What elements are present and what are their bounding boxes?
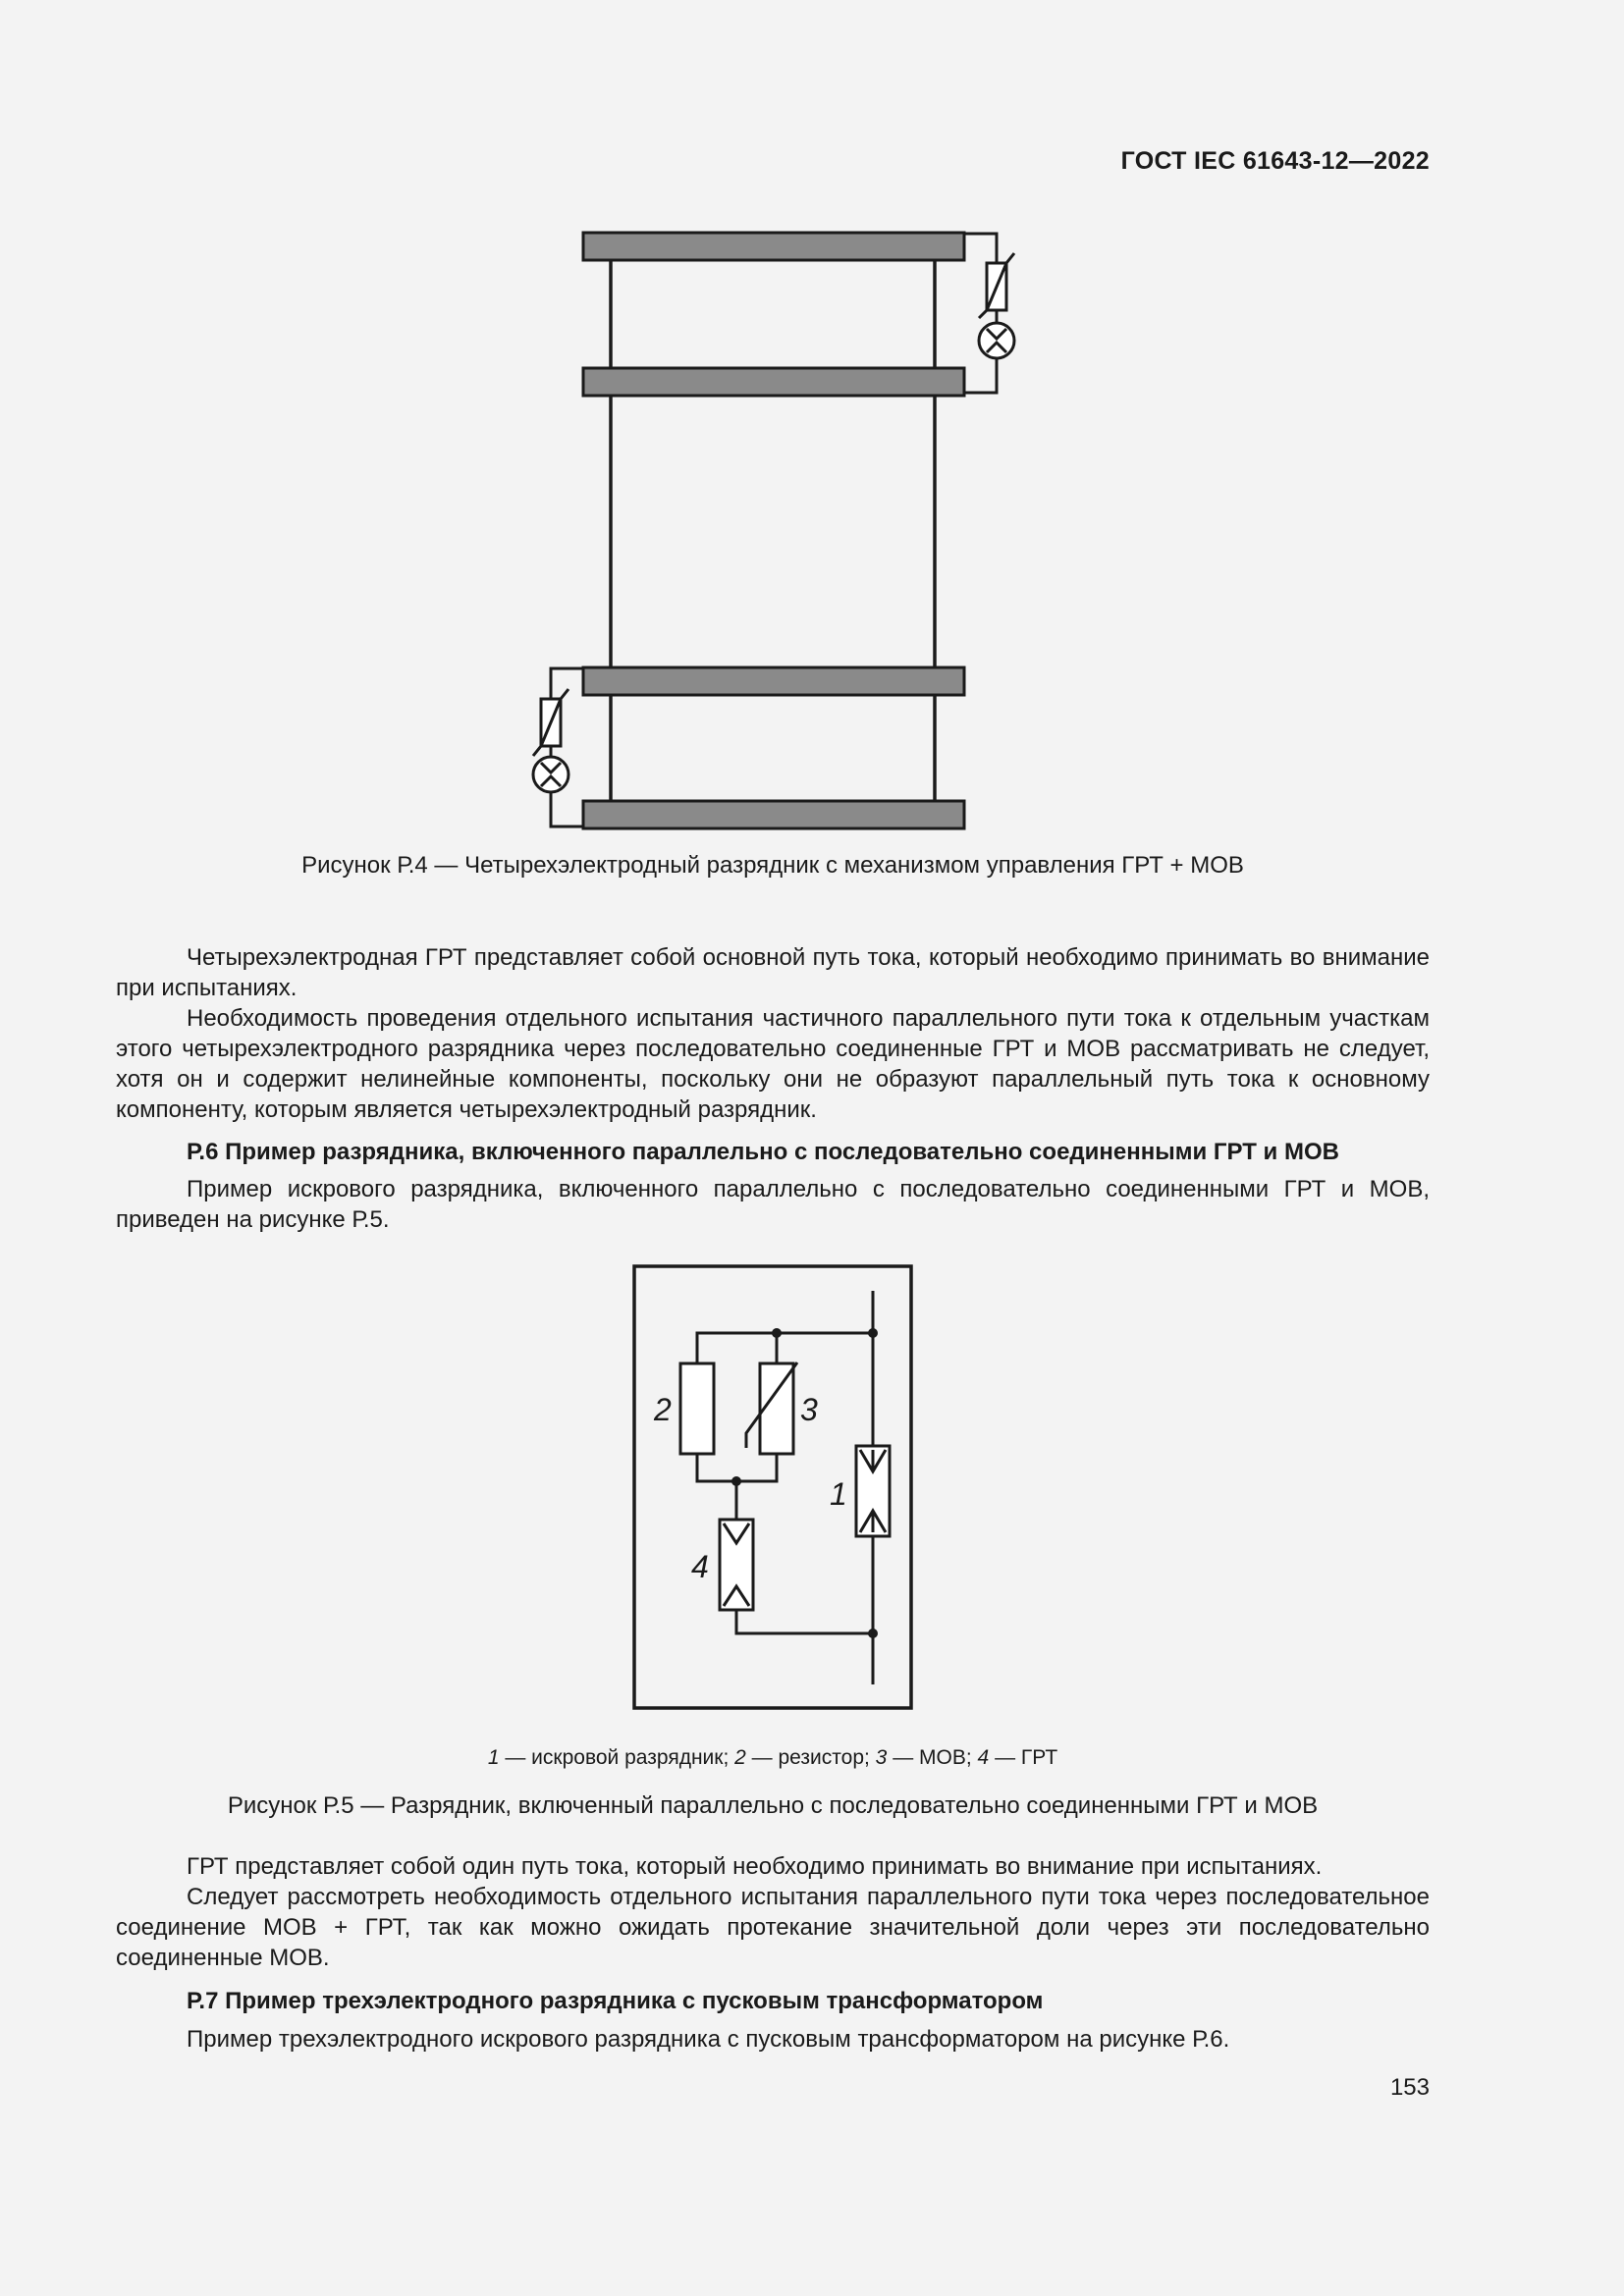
figure-p5-legend [0, 1746, 1545, 1770]
paragraph: Необходимость проведения отдельного испытания частичного параллельного пути тока к отдельным участкам этого четырехэлектродного разрядника через последовательно соединенные ГРТ и МОВ рассматривать не следует, хотя он и содержит нелинейные компоненты, поскольку они не образуют параллельный путь тока к основному компоненту, которым является четырехэлектродный разрядник. [116, 1005, 1430, 1123]
section-heading-p7: Р.7 Пример трехэлектродного разрядника с пусковым трансформатором [187, 1988, 1044, 2014]
electrode-3 [583, 667, 964, 695]
paragraph: Пример трехэлектродного искрового разрядника с пусковым трансформатором на рисунке Р.6. [187, 2026, 1230, 2053]
grt-icon [720, 1520, 753, 1610]
legend-num: 2 [734, 1746, 746, 1769]
legend-text: — ГРТ [989, 1746, 1058, 1769]
resistor-icon [680, 1363, 714, 1454]
figure-p4-caption: Рисунок Р.4 — Четырехэлектродный разрядник с механизмом управления ГРТ + МОВ [301, 852, 1244, 879]
electrode-2 [583, 368, 964, 396]
legend-text: — резистор; [745, 1746, 876, 1769]
section-heading-p6: Р.6 Пример разрядника, включенного параллельно с последовательно соединенными ГРТ и МОВ [187, 1139, 1339, 1165]
paragraph: Пример искрового разрядника, включенного параллельно с последовательно соединенными ГРТ и МОВ, приведен на рисунке Р.5. [116, 1176, 1430, 1233]
paragraph: ГРТ представляет собой один путь тока, который необходимо принимать во внимание при испытаниях. [187, 1853, 1323, 1880]
label-1: 1 [830, 1476, 847, 1512]
legend-num: 3 [875, 1746, 888, 1769]
upper-mov-grt-branch [964, 234, 1014, 393]
label-3: 3 [800, 1392, 818, 1427]
lower-mov-grt-branch [533, 668, 583, 827]
electrode-1 [583, 233, 964, 260]
electrode-4 [583, 801, 964, 828]
document-header: ГОСТ IEC 61643-12—2022 [1120, 147, 1430, 175]
paragraph: Четырехэлектродная ГРТ представляет собой основной путь тока, который необходимо принимать во внимание при испытаниях. [116, 944, 1430, 1001]
figure-p5-caption: Рисунок Р.5 — Разрядник, включенный параллельно с последовательно соединенными ГРТ и МОВ [227, 1792, 1319, 1819]
figure-p4-diagram [511, 221, 1021, 839]
legend-num: 4 [977, 1746, 990, 1769]
page-number: 153 [1389, 2074, 1430, 2101]
label-4: 4 [691, 1549, 709, 1584]
legend-text: — МОВ; [887, 1746, 978, 1769]
legend-num: 1 [487, 1746, 500, 1769]
paragraph: Следует рассмотреть необходимость отдельного испытания параллельного пути тока через последовательное соединение МОВ + ГРТ, так как можно ожидать протекание значительной доли через эти последовательно соединенные МОВ. [116, 1884, 1430, 1971]
figure-p5-diagram [628, 1261, 923, 1713]
legend-text: — искровой разрядник; [499, 1746, 735, 1769]
label-2: 2 [654, 1392, 672, 1427]
